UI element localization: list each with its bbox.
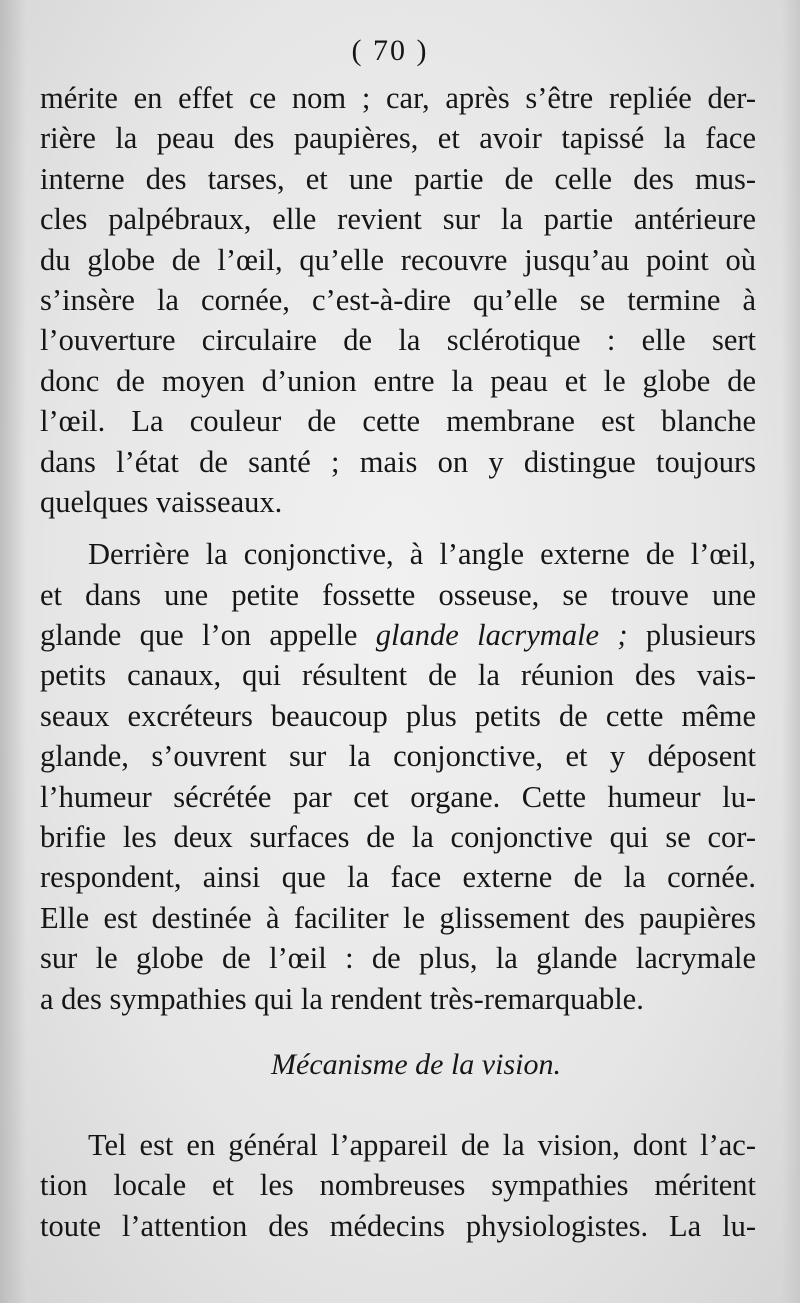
text-segment: glande que l’on appelle [40,618,376,653]
text-line: Tel est en général l’appareil de la vision, dont l’ac- [88,1127,756,1162]
paragraph-1 [40,78,756,522]
text-line: l’œil. La couleur de cette membrane est blanche [40,404,756,439]
text-line: quelques vaisseaux. [40,484,283,519]
italic-term: glande lacrymale ; [375,618,628,653]
section-heading: Mécanisme de la vision. [271,1047,561,1081]
text-line: Elle est destinée à faciliter le glissement des paupières [40,900,756,935]
text-line: interne des tarses, et une partie de celle des mus- [40,161,756,196]
page-number: ( 70 ) [351,34,429,67]
text-line: toute l’attention des médecins physiologistes. La lu- [40,1208,756,1243]
text-line: l’humeur sécrétée par cet organe. Cette humeur lu- [40,779,756,814]
page-gutter-shadow [0,0,26,1303]
text-line-with-italic [40,615,756,655]
text-line: tion locale et les nombreuses sympathies méritent [40,1168,756,1203]
text-line: respondent, ainsi que la face externe de la cornée. [40,860,756,895]
text-line: rière la peau des paupières, et avoir tapissé la face [40,121,756,156]
text-line: sur le globe de l’œil : de plus, la glande lacrymale [40,941,756,976]
text-line: l’ouverture circulaire de la sclérotique : elle sert [40,323,756,358]
text-segment: plusieurs [627,618,757,653]
text-line: cles palpébraux, elle revient sur la partie antérieure [40,202,756,237]
paragraph-gap [40,522,756,534]
text-line: dans l’état de santé ; mais on y distingue toujours [40,444,756,479]
body-text [40,78,756,1246]
paragraph-2 [40,534,756,1019]
text-line: mérite en effet ce nom ; car, après s’être repliée der- [40,81,756,115]
text-line: et dans une petite fossette osseuse, se trouve une [40,577,756,612]
text-line: brifie les deux surfaces de la conjonctive qui se cor- [40,820,756,855]
text-line: du globe de l’œil, qu’elle recouvre jusqu’au point où [40,242,756,277]
text-line: donc de moyen d’union entre la peau et le globe de [40,363,756,398]
text-line: Derrière la conjonctive, à l’angle externe de l’œil, [88,537,756,572]
text-line: glande, s’ouvrent sur la conjonctive, et y déposent [40,739,756,774]
text-line: s’insère la cornée, c’est-à-dire qu’elle se termine à [40,282,756,317]
text-line: a des sympathies qui la rendent très-remarquable. [40,981,644,1016]
paragraph-3 [40,1125,756,1246]
text-line: petits canaux, qui résultent de la réunion des vais- [40,658,756,693]
text-line: seaux excréteurs beaucoup plus petits de cette même [40,698,756,733]
page-edge-shadow [782,0,800,1303]
